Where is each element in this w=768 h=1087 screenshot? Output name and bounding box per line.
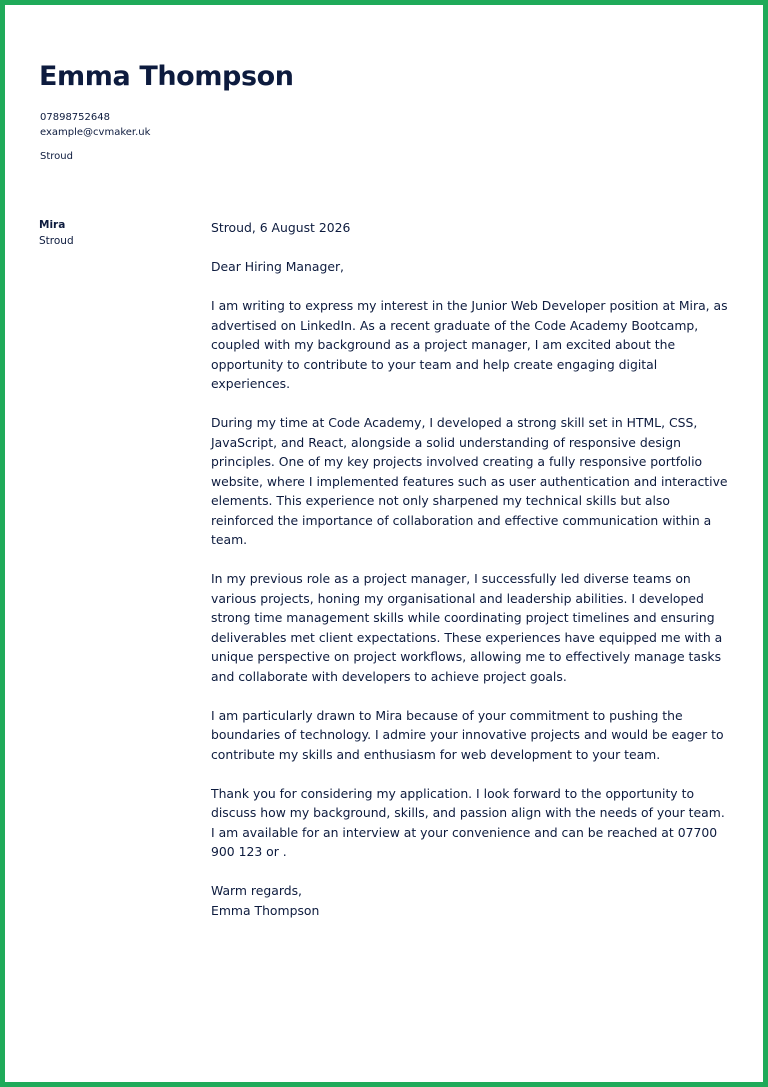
place-date: Stroud, 6 August 2026: [211, 220, 351, 235]
salutation: Dear Hiring Manager,: [211, 259, 344, 274]
letter-paragraph-1: I am writing to express my interest in the Junior Web Developer position at Mira, as advertised on LinkedIn. As a recent graduate of the Code Academy Bootcamp, coupled with my background as a project manager, I am excited about the opportunity to contribute to your team and help create engaging digital experiences.: [211, 298, 728, 391]
closing: Warm regards,: [211, 883, 302, 898]
phone-number: 07898752648: [40, 112, 110, 123]
letter-paragraph-4: I am particularly drawn to Mira because of your commitment to pushing the boundaries of technology. I admire your innovative projects and would be eager to contribute my skills and enthusiasm for web development to your team.: [211, 707, 724, 762]
applicant-location: Stroud: [40, 151, 73, 162]
closing-block: [211, 881, 731, 920]
letter-paragraph-5: Thank you for considering my application. I look forward to the opportunity to discuss how my background, skills, and passion align with the needs of your team. I am available for an interview at your convenience and can be reached at 07700 900 123 or .: [211, 785, 725, 859]
contact-details: [40, 110, 150, 164]
signature: Emma Thompson: [211, 902, 320, 918]
letter-body: [211, 218, 731, 940]
email-address: example@cvmaker.uk: [40, 127, 151, 138]
recipient-company: Mira: [39, 219, 66, 231]
letter-paragraph-3: In my previous role as a project manager, I successfully led diverse teams on various projects, honing my organisational and leadership abilities. I developed strong time management skills while coordinating project timelines and ensuring deliverables met client expectations. These experiences have equipped me with a unique perspective on project workflows, allowing me to effectively manage tasks and collaborate with developers to achieve project goals.: [211, 571, 723, 684]
letter-paragraph-2: During my time at Code Academy, I developed a strong skill set in HTML, CSS, JavaScript, and React, alongside a solid understanding of responsive design principles. One of my key projects involved creating a fully responsive portfolio website, where I implemented features such as user authentication and interactive elements. This experience not only sharpened my technical skills but also reinforced the importance of collaboration and effective communication within a team.: [211, 415, 728, 547]
applicant-name: Emma Thompson: [39, 61, 294, 92]
recipient-block: [39, 217, 74, 249]
recipient-city: Stroud: [39, 235, 74, 247]
